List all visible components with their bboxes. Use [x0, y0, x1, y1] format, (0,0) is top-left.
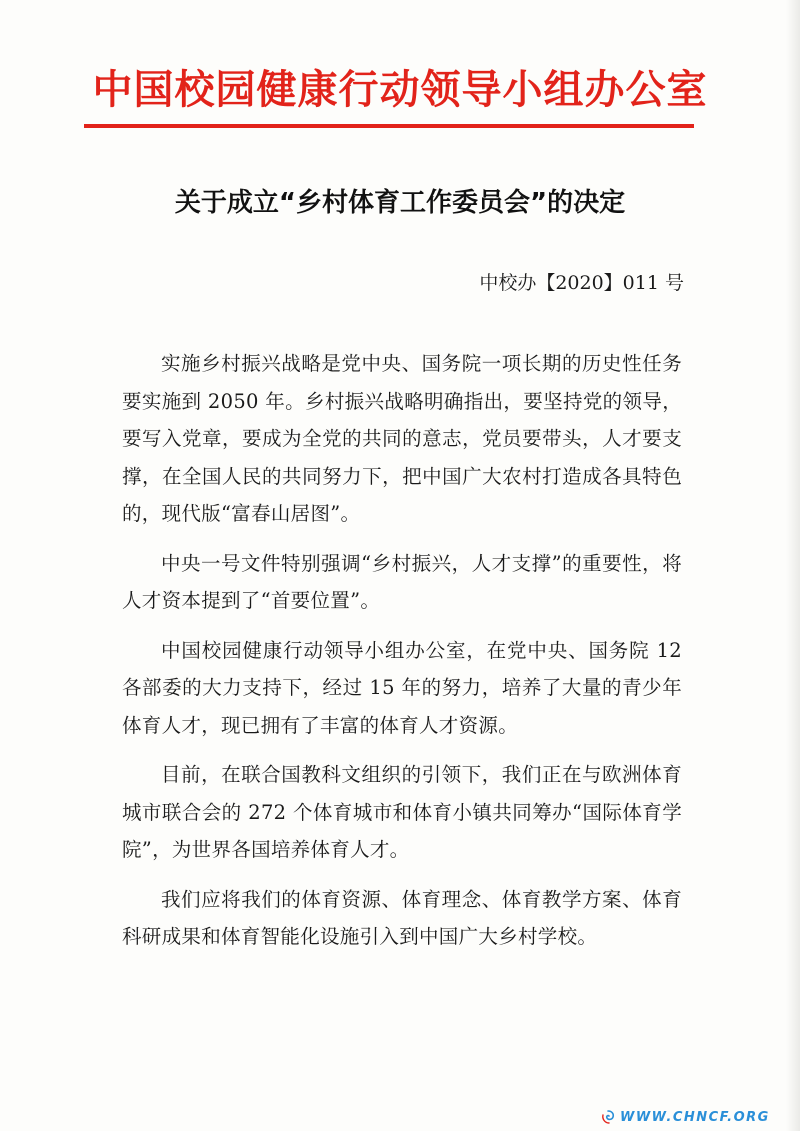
body-paragraph: 实施乡村振兴战略是党中央、国务院一项长期的历史性任务要实施到 2050 年。乡村振兴战略明确指出，要坚持党的领导，要写入党章，要成为全党的共同的意志，党员要带头，人才要支撑，在全国人民的共同努力下，把中国广大农村打造成各具特色的，现代版“富春山居图”。: [122, 352, 682, 525]
body-paragraph: 中央一号文件特别强调“乡村振兴，人才支撑”的重要性，将人才资本提到了“首要位置”。: [122, 551, 682, 612]
document-title: 关于成立“乡村体育工作委员会”的决定: [174, 188, 626, 218]
red-header-rule: [84, 124, 694, 128]
site-watermark: [600, 1108, 790, 1126]
body-paragraph: 目前，在联合国教科文组织的引领下，我们正在与欧洲体育城市联合会的 272 个体育城市和体育小镇共同筹办“国际体育学院”，为世界各国培养体育人才。: [122, 763, 682, 861]
document-body: [122, 345, 682, 968]
body-paragraph: 我们应将我们的体育资源、体育理念、体育教学方案、体育科研成果和体育智能化设施引入到中国广大乡村学校。: [122, 887, 682, 948]
page-edge-shadow: [786, 0, 800, 1131]
document-number: 中校办【2020】011 号: [479, 272, 684, 294]
org-header-title: 中国校园健康行动领导小组办公室: [92, 66, 708, 113]
swirl-logo-icon: [600, 1109, 616, 1125]
body-paragraph: 中国校园健康行动领导小组办公室，在党中央、国务院 12 各部委的大力支持下，经过 15 年的努力，培养了大量的青少年体育人才，现已拥有了丰富的体育人才资源。: [122, 638, 682, 737]
watermark-text: WWW.CHNCF.ORG: [620, 1109, 770, 1125]
